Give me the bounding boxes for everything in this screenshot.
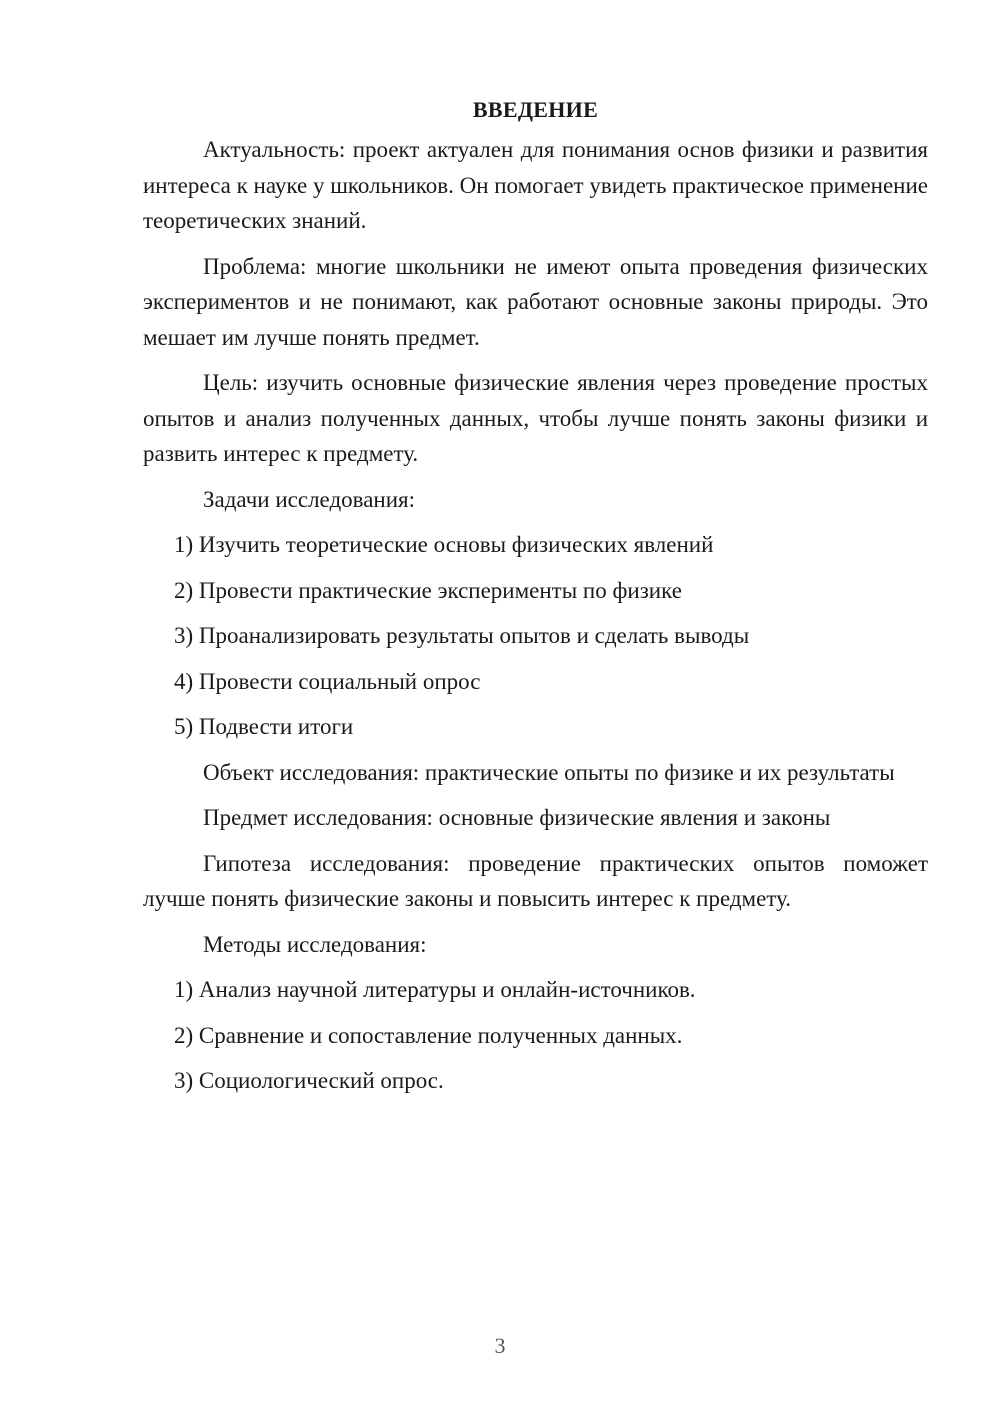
tasks-heading: Задачи исследования: (203, 486, 416, 512)
methods-heading: Методы исследования: (203, 931, 427, 957)
page-title: ВВЕДЕНИЕ (472, 97, 599, 122)
page-number: 3 (494, 1333, 506, 1358)
methods-list (143, 972, 928, 1099)
list-item: 3) Проанализировать результаты опытов и сделать выводы (174, 623, 750, 648)
list-item: 2) Провести практические эксперименты по физике (174, 577, 682, 603)
list-item: 2) Сравнение и сопоставление полученных данных. (174, 1022, 683, 1048)
list-item: 1) Анализ научной литературы и онлайн-источников. (174, 977, 696, 1002)
list-item: 3) Социологический опрос. (174, 1068, 444, 1093)
goal-paragraph: Цель: изучить основные физические явления через проведение простых опытов и анализ полученных данных, чтобы лучше понять законы физики и развить интерес к предмету. (143, 370, 928, 466)
subject-paragraph: Предмет исследования: основные физические явления и законы (203, 805, 831, 830)
tasks-list (143, 527, 928, 745)
object-paragraph: Объект исследования: практические опыты по физике и их результаты (203, 759, 895, 785)
document-page (143, 92, 928, 1109)
list-item: 1) Изучить теоретические основы физических явлений (174, 532, 714, 557)
list-item: 4) Провести социальный опрос (174, 668, 481, 694)
problem-paragraph: Проблема: многие школьники не имеют опыта проведения физических экспериментов и не понимают, как работают основные законы природы. Это мешает им лучше понять предмет. (143, 253, 928, 350)
relevance-paragraph: Актуальность: проект актуален для понимания основ физики и развития интереса к науке у школьников. Он помогает увидеть практическое применение теоретических знаний. (143, 137, 928, 233)
hypothesis-paragraph: Гипотеза исследования: проведение практических опытов поможет лучше понять физические законы и повысить интерес к предмету. (143, 850, 928, 911)
list-item: 5) Подвести итоги (174, 714, 354, 739)
